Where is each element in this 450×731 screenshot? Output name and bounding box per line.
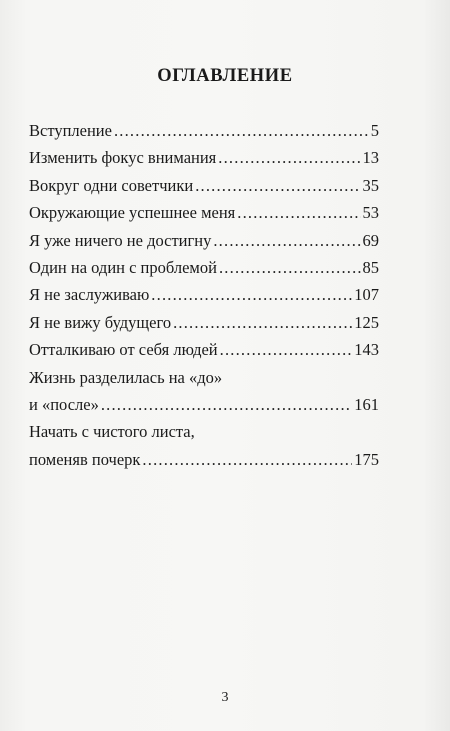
toc-entry-title: Отталкиваю от себя людей — [29, 340, 218, 360]
toc-entry-page: 5 — [370, 121, 379, 140]
table-of-contents — [29, 117, 379, 473]
toc-entry — [29, 199, 379, 226]
toc-entry-page: 125 — [354, 312, 379, 332]
toc-entry-title: и «после» — [29, 394, 99, 414]
dot-leader — [218, 144, 360, 171]
toc-entry — [29, 254, 379, 281]
toc-entry — [29, 418, 379, 473]
toc-entry-title: Я не вижу будущего — [29, 312, 172, 332]
toc-entry — [29, 117, 379, 144]
toc-entry-title: поменяв почерк — [29, 449, 141, 469]
toc-entry — [29, 309, 379, 336]
toc-entry-title: Один на один с проблемой — [29, 257, 217, 277]
toc-entry-line — [29, 281, 379, 308]
toc-entry-title: Окружающие успешнее меня — [29, 203, 236, 223]
toc-entry-page: 13 — [362, 148, 379, 168]
toc-entry-page: 53 — [362, 203, 379, 223]
toc-entry-line — [29, 117, 379, 144]
dot-leader — [213, 227, 360, 254]
dot-leader — [151, 281, 352, 308]
dot-leader — [237, 199, 360, 226]
toc-entry — [29, 144, 379, 171]
toc-entry-page: 175 — [354, 449, 379, 469]
toc-entry — [29, 336, 379, 363]
dot-leader — [142, 446, 352, 473]
toc-entry-line — [29, 336, 379, 363]
toc-entry-title: Я уже ничего не достигну — [29, 230, 212, 250]
toc-entry-line — [29, 172, 379, 199]
dot-leader — [220, 336, 353, 363]
toc-entry-line — [29, 144, 379, 171]
toc-entry-line — [29, 227, 379, 254]
toc-entry-title: Я не заслуживаю — [29, 285, 150, 305]
toc-entry-page: 85 — [362, 257, 379, 277]
dot-leader — [173, 309, 352, 336]
toc-entry-page: 69 — [362, 230, 379, 250]
toc-entry — [29, 172, 379, 199]
toc-entry — [29, 227, 379, 254]
toc-entry-title: Жизнь разделилась на «до» — [29, 367, 223, 387]
toc-entry-title: Вокруг одни советчики — [29, 175, 194, 195]
toc-entry-title: Начать с чистого листа, — [29, 422, 195, 442]
toc-entry-line — [29, 199, 379, 226]
toc-entry-page: 161 — [354, 394, 379, 414]
toc-entry-line — [29, 446, 379, 473]
toc-entry-page: 107 — [354, 285, 379, 305]
toc-entry-page: 35 — [362, 175, 379, 195]
toc-entry — [29, 281, 379, 308]
toc-entry-line — [29, 254, 379, 281]
toc-entry-title: Изменить фокус внимания — [29, 148, 217, 168]
toc-entry-line — [29, 309, 379, 336]
toc-entry-page: 143 — [354, 340, 379, 360]
toc-entry-line — [29, 391, 379, 418]
page-title: ОГЛАВЛЕНИЕ — [157, 66, 293, 86]
dot-leader — [101, 391, 352, 418]
dot-leader — [195, 172, 360, 199]
toc-entry — [29, 364, 379, 419]
toc-entry-title: Вступление — [29, 121, 112, 140]
dot-leader — [114, 117, 369, 144]
page-number: 3 — [221, 690, 229, 705]
dot-leader — [219, 254, 361, 281]
